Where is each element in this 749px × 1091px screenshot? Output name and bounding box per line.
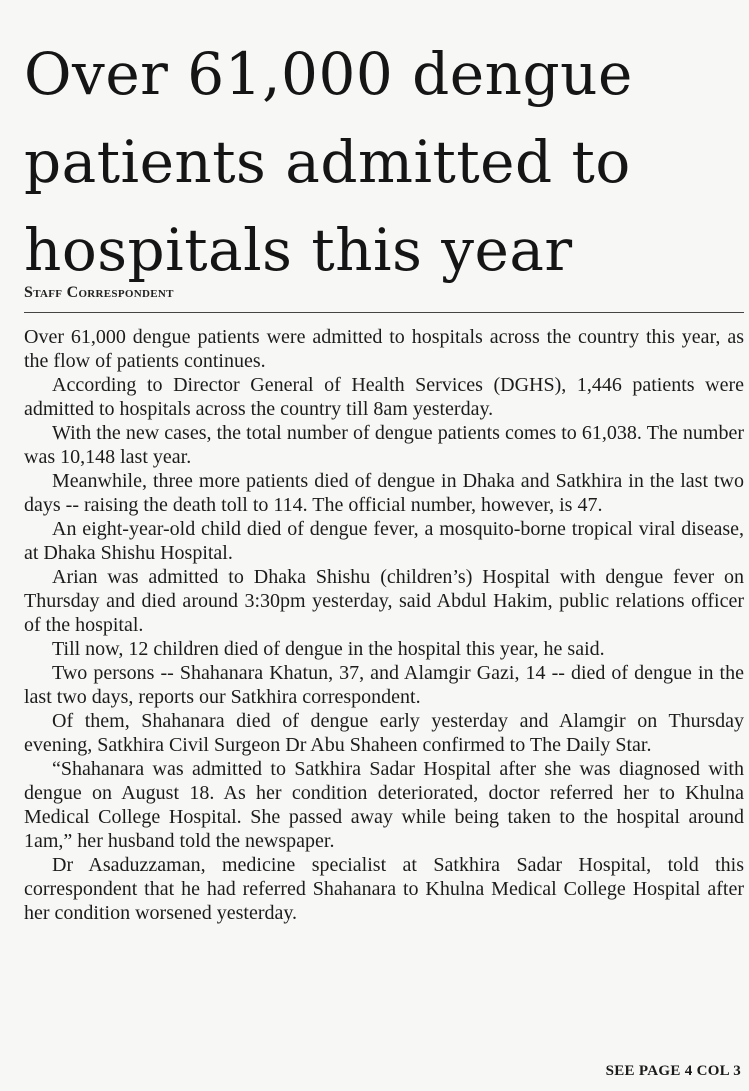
- headline-line: patients admitted to: [24, 128, 631, 196]
- headline-line: hospitals this year: [24, 216, 573, 284]
- paragraph: Till now, 12 children died of dengue in the hospital this year, he said.: [52, 638, 605, 660]
- paragraph: With the new cases, the total number of dengue patients comes to 61,038. The number was 10,148 last year.: [24, 422, 744, 468]
- paragraph: Two persons -- Shahanara Khatun, 37, and Alamgir Gazi, 14 -- died of dengue in the last two days, reports our Satkhira correspondent.: [24, 662, 744, 708]
- byline: Staff Correspondent: [24, 284, 174, 301]
- paragraph: Dr Asaduzzaman, medicine specialist at Satkhira Sadar Hospital, told this correspondent that he had referred Shahanara to Khulna Medical College Hospital after her condition worsened yesterday.: [24, 854, 744, 924]
- paragraph: Meanwhile, three more patients died of dengue in Dhaka and Satkhira in the last two days -- raising the death toll to 114. The official number, however, is 47.: [24, 470, 744, 516]
- article-body: [24, 325, 744, 925]
- paragraph: According to Director General of Health Services (DGHS), 1,446 patients were admitted to hospitals across the country till 8am yesterday.: [24, 374, 744, 420]
- headline: [24, 30, 744, 294]
- paragraph: Arian was admitted to Dhaka Shishu (children’s) Hospital with dengue fever on Thursday and died around 3:30pm yesterday, said Abdul Hakim, public relations officer of the hospital.: [24, 566, 744, 636]
- divider: [24, 312, 744, 313]
- paragraph: Of them, Shahanara died of dengue early yesterday and Alamgir on Thursday evening, Satkhira Civil Surgeon Dr Abu Shaheen confirmed to The Daily Star.: [24, 710, 744, 756]
- paragraph: “Shahanara was admitted to Satkhira Sadar Hospital after she was diagnosed with dengue on August 18. As her condition deteriorated, doctor referred her to Khulna Medical College Hospital. She passed away while being taken to the hospital around 1am,” her husband told the newspaper.: [24, 758, 744, 852]
- headline-line: Over 61,000 dengue: [24, 40, 633, 108]
- continued-on-page-note: SEE PAGE 4 COL 3: [605, 1063, 741, 1079]
- paragraph: An eight-year-old child died of dengue fever, a mosquito-borne tropical viral disease, at Dhaka Shishu Hospital.: [24, 518, 744, 564]
- paragraph: Over 61,000 dengue patients were admitted to hospitals across the country this year, as the flow of patients continues.: [24, 326, 744, 372]
